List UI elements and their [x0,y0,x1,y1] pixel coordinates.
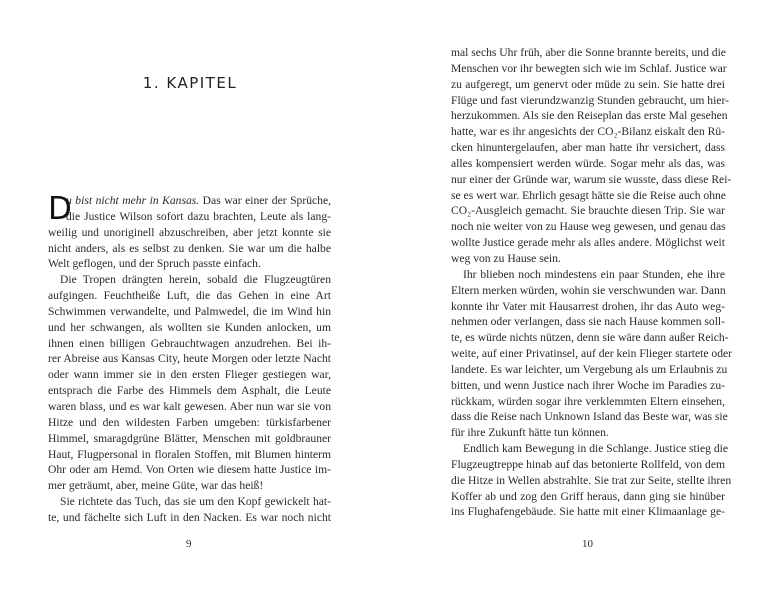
text-line: Flugzeugtreppe hinab auf das betonierte Rollfeld, von dem [451,457,725,471]
text-line: bitten, und wenn Justice nach ihrer Woche im Paradies zu- [451,378,725,392]
text-line: wollte Justice gerade mehr als alles andere. Möglichst weit [451,236,725,250]
text-line: aufgingen. Feuchtheiße Luft, die das Gehen in eine Art [48,289,331,303]
text-line: noch nie weiter von zu Hause weg gewesen, und genau das [451,220,726,234]
text-line: Endlich kam Bewegung in die Schlange. Justice stieg die [463,442,728,456]
text-line: zu aufgeregt, um genervt oder müde zu sein. Sie hatte drei [451,77,725,91]
text-line: mal sechs Uhr früh, aber die Sonne brannte bereits, und die [451,46,726,59]
text-line: weg von zu Hause sein. [451,251,561,265]
text-line: dass die Reise nach Unknown Island das Beste war, was sie [451,410,728,424]
text-line [48,193,331,209]
text-line: weite, auf einer Privatinsel, auf der kein Flieger startete oder [451,347,733,361]
text-line: Eltern merken würden, wohin sie verschwunden war. Dann [451,283,726,297]
text-line: Flüge und fast vierundzwanzig Stunden gebraucht, um hier- [451,93,729,107]
text-line: ins Flughafengebäude. Sie hatte mit einer Klimaanlage ge- [451,505,725,519]
text-line: se es wert war. Ehrlich gesagt hätte sie die Reise auch ohne [451,188,726,202]
text-line: für ihre Zukunft hätte tun können. [451,426,609,440]
text-line: Ihr blieben noch mindestens ein paar Stunden, ehe ihre [463,267,725,281]
text-line: Koffer ab und zog den Griff heraus, dann ging sie hinüber [451,489,725,503]
right-page [390,0,780,600]
text-line: rer Abreise aus Kansas City, heute Morgen oder letzte Nacht [48,352,331,366]
text-line: te, und fächelte sich Luft in den Nacken. Es war noch nicht [48,510,331,524]
text-line: waren blass, und es war kalt gewesen. Aber nun war sie von [48,399,331,413]
text-line: entsprach die Farbe des Himmels dem Asphalt, die Leute [48,384,331,398]
text-line: CO₂-Ausgleich gemacht. Sie brauchte diesen Trip. Sie war [451,204,725,218]
text-line: Hitze und den wildesten Farben umgeben: türkisfarbener [48,415,331,429]
page-number: 10 [582,538,593,550]
opening-italic: u bist nicht mehr in Kansas. [66,194,200,207]
text-line: hatte, war es ihr angesichts der CO₂-Bilanz eiskalt den Rü- [451,125,725,139]
text-line: Himmel, smaragdgrüne Blätter, Menschen mit goldbrauner [48,431,331,445]
text-line: cken hinuntergelaufen, aber man hatte ihr versichert, dass [451,141,725,155]
text-line: Menschen vor ihr bewegten sich wie im Schlaf. Justice war [451,61,727,75]
text-line: Schwimmen verwandelte, und Palmwedel, die im Wind hin [48,304,331,318]
text-line: landete. Es war leichter, um Vergebung als um Erlaubnis zu [451,362,728,376]
text-line: mer geträumt, aber, meine Güte, war das heiß! [48,479,264,493]
text-line: nur einer der Gründe war, warum sie wusste, dass diese Rei- [451,172,732,186]
text-line: Ohr oder am Hemd. Von Orten wie diesem hatte Justice im- [48,463,331,477]
chapter-title: 1. KAPITEL [142,74,238,92]
text-line: nehmen oder verlangen, dass sie nach Hause kommen soll- [451,315,725,329]
body-text [48,193,331,526]
text-line: und her schwangen, als wollten sie Kunden anlocken, um [48,320,331,334]
line-text: Das war einer der Sprüche, [199,194,331,207]
text-line: Die Tropen drängten herein, sobald die Flugzeugtüren [60,273,331,287]
text-line: te, es würde nichts nützen, denn sie wäre dann außer Reich- [451,331,729,345]
drop-cap: D [48,191,72,227]
text-line: weilig und unoriginell abzuschreiben, aber jetzt konnte sie [48,225,331,239]
page-number: 9 [186,538,192,550]
text-line: oder wann immer sie in den ersten Flieger gestiegen war, [48,368,331,382]
text-line: rückkam, würden sogar ihre verklemmten Eltern einsehen, [451,394,725,408]
text-line: ihnen einen billigen Gebrauchtwagen anzudrehen. Bei ih- [48,336,331,350]
text-line: Haut, Flugpersonal in floralen Stoffen, mit Blumen hinterm [48,447,331,461]
text-line: alles kompensiert werden würde. Sogar mehr als das, was [451,156,725,170]
body-text [451,45,733,520]
text-line: Welt geflogen, und der Spruch passte einfach. [48,257,261,271]
text-line: Sie richtete das Tuch, das sie um den Kopf gewickelt hat- [60,495,331,509]
text-line: die Hitze in Wellen abstrahlte. Sie trat zur Seite, stellte ihren [451,473,732,487]
text-line: nicht anders, als es selbst zu denken. Sie war um die halbe [48,241,331,255]
text-line: konnte ihr Vater mit Hausarrest drohen, ihr das Auto weg- [451,299,725,313]
text-line: herzukommen. Als sie den Reiseplan das erste Mal gesehen [451,109,728,123]
text-line: die Justice Wilson sofort dazu brachten, Leute als lang- [66,209,331,223]
